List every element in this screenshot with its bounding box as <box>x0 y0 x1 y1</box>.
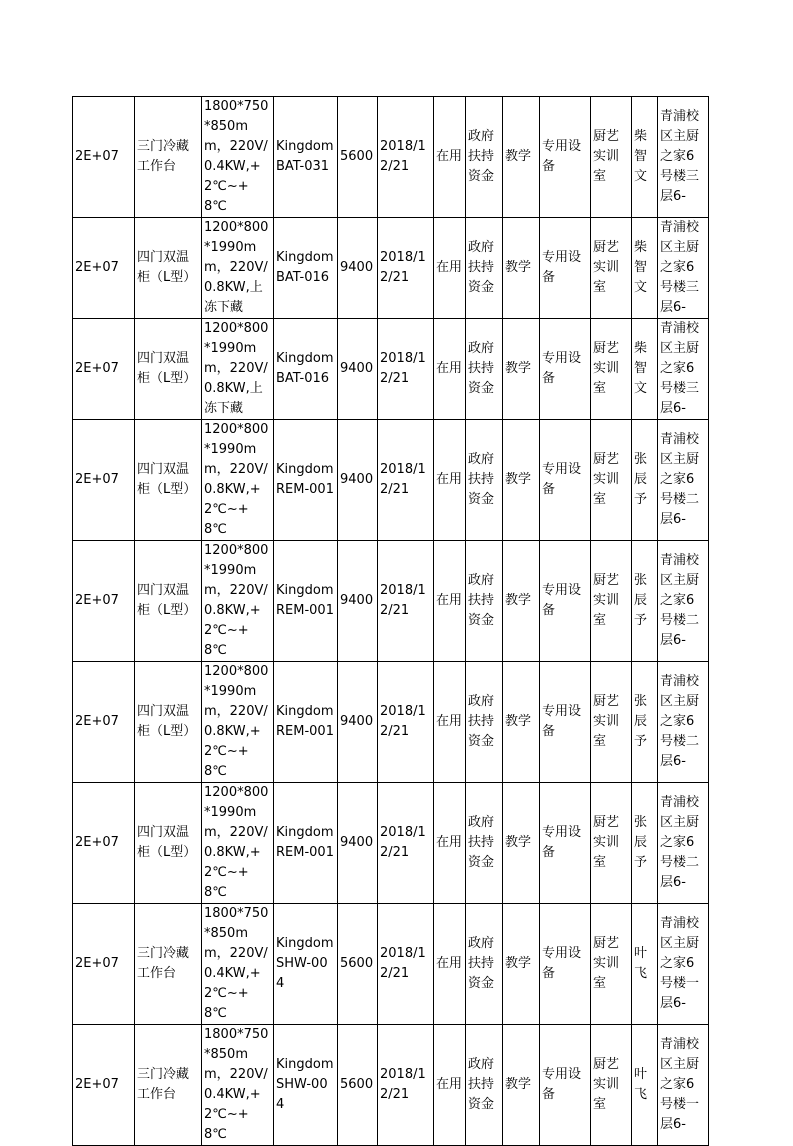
usage-text: 教学 <box>505 956 532 971</box>
department-cell <box>591 783 632 904</box>
asset-name-cell <box>135 319 202 420</box>
date-text: 2018/12/21 <box>380 946 426 981</box>
price-cell <box>338 1025 378 1146</box>
table-row <box>73 420 709 541</box>
usage-text: 教学 <box>505 1077 532 1092</box>
price-cell <box>338 904 378 1025</box>
date-text: 2018/12/21 <box>380 351 426 386</box>
fund-source-cell <box>466 783 503 904</box>
location-text: 青浦校区主厨之家6号楼三层6- <box>660 220 700 315</box>
date-cell <box>378 662 434 783</box>
asset-name-cell <box>135 1025 202 1146</box>
category-cell <box>540 662 591 783</box>
price-text: 9400 <box>340 593 374 608</box>
usage-cell <box>503 218 540 319</box>
location-cell <box>658 319 709 420</box>
location-cell <box>658 662 709 783</box>
location-text: 青浦校区主厨之家6号楼二层6- <box>660 553 700 648</box>
price-text: 5600 <box>340 956 374 971</box>
asset-name-text: 三门冷藏工作台 <box>137 1067 190 1102</box>
fund-source-text: 政府扶持资金 <box>468 694 495 749</box>
price-cell <box>338 97 378 218</box>
model-text: Kingdom REM-001 <box>276 825 334 860</box>
status-cell <box>434 904 466 1025</box>
status-text: 在用 <box>436 835 463 850</box>
date-cell <box>378 541 434 662</box>
spec-cell <box>202 904 274 1025</box>
spec-text: 1200*800*1990mm，220V/0.8KW,+2℃~+8℃ <box>204 664 269 779</box>
price-cell <box>338 662 378 783</box>
custodian-text: 叶飞 <box>634 946 648 981</box>
model-cell <box>274 1025 338 1146</box>
custodian-text: 叶飞 <box>634 1067 648 1102</box>
status-text: 在用 <box>436 714 463 729</box>
category-cell <box>540 541 591 662</box>
model-cell <box>274 319 338 420</box>
fund-source-text: 政府扶持资金 <box>468 1057 495 1112</box>
price-text: 9400 <box>340 835 374 850</box>
fund-source-cell <box>466 1025 503 1146</box>
table-row <box>73 662 709 783</box>
asset-name-text: 四门双温柜（L型） <box>137 825 197 860</box>
serial-number-text: 2E+07 <box>75 260 119 275</box>
location-text: 青浦校区主厨之家6号楼一层6- <box>660 1037 700 1132</box>
status-cell <box>434 420 466 541</box>
fund-source-cell <box>466 218 503 319</box>
location-cell <box>658 218 709 319</box>
fund-source-text: 政府扶持资金 <box>468 452 495 507</box>
spec-text: 1200*800*1990mm，220V/0.8KW,+2℃~+8℃ <box>204 422 269 537</box>
status-cell <box>434 541 466 662</box>
date-cell <box>378 1025 434 1146</box>
fund-source-cell <box>466 662 503 783</box>
location-text: 青浦校区主厨之家6号楼二层6- <box>660 795 700 890</box>
serial-number-cell <box>73 319 135 420</box>
spec-text: 1200*800*1990mm，220V/0.8KW,上冻下藏 <box>204 220 269 315</box>
price-text: 9400 <box>340 472 374 487</box>
category-cell <box>540 783 591 904</box>
department-text: 厨艺实训室 <box>593 1057 620 1112</box>
price-cell <box>338 783 378 904</box>
category-text: 专用设备 <box>542 946 582 981</box>
spec-text: 1200*800*1990mm，220V/0.8KW,上冻下藏 <box>204 321 269 416</box>
asset-name-text: 四门双温柜（L型） <box>137 250 197 285</box>
department-cell <box>591 662 632 783</box>
serial-number-text: 2E+07 <box>75 361 119 376</box>
department-text: 厨艺实训室 <box>593 694 620 749</box>
category-text: 专用设备 <box>542 825 582 860</box>
spec-cell <box>202 783 274 904</box>
usage-cell <box>503 420 540 541</box>
custodian-cell <box>632 97 658 218</box>
custodian-cell <box>632 218 658 319</box>
department-text: 厨艺实训室 <box>593 815 620 870</box>
serial-number-cell <box>73 97 135 218</box>
price-text: 9400 <box>340 714 374 729</box>
spec-text: 1800*750*850mm，220V/0.4KW,+2℃~+8℃ <box>204 906 269 1021</box>
department-cell <box>591 541 632 662</box>
price-cell <box>338 541 378 662</box>
asset-table <box>72 96 709 1146</box>
date-cell <box>378 319 434 420</box>
asset-name-cell <box>135 662 202 783</box>
model-cell <box>274 783 338 904</box>
serial-number-cell <box>73 218 135 319</box>
custodian-cell <box>632 541 658 662</box>
status-cell <box>434 1025 466 1146</box>
asset-name-text: 四门双温柜（L型） <box>137 583 197 618</box>
date-cell <box>378 97 434 218</box>
asset-name-cell <box>135 541 202 662</box>
date-text: 2018/12/21 <box>380 704 426 739</box>
location-cell <box>658 783 709 904</box>
location-cell <box>658 97 709 218</box>
fund-source-text: 政府扶持资金 <box>468 573 495 628</box>
date-text: 2018/12/21 <box>380 1067 426 1102</box>
usage-text: 教学 <box>505 472 532 487</box>
date-text: 2018/12/21 <box>380 583 426 618</box>
spec-cell <box>202 541 274 662</box>
model-cell <box>274 662 338 783</box>
status-cell <box>434 662 466 783</box>
asset-name-text: 三门冷藏工作台 <box>137 139 190 174</box>
price-text: 5600 <box>340 1077 374 1092</box>
model-cell <box>274 420 338 541</box>
model-text: Kingdom REM-001 <box>276 704 334 739</box>
model-cell <box>274 218 338 319</box>
status-text: 在用 <box>436 260 463 275</box>
usage-cell <box>503 1025 540 1146</box>
location-cell <box>658 420 709 541</box>
department-cell <box>591 319 632 420</box>
serial-number-cell <box>73 904 135 1025</box>
custodian-text: 柴智文 <box>634 129 648 184</box>
category-text: 专用设备 <box>542 462 582 497</box>
custodian-cell <box>632 319 658 420</box>
status-cell <box>434 319 466 420</box>
fund-source-text: 政府扶持资金 <box>468 341 495 396</box>
category-cell <box>540 420 591 541</box>
status-text: 在用 <box>436 149 463 164</box>
category-text: 专用设备 <box>542 351 582 386</box>
status-text: 在用 <box>436 593 463 608</box>
category-text: 专用设备 <box>542 250 582 285</box>
location-text: 青浦校区主厨之家6号楼二层6- <box>660 674 700 769</box>
custodian-cell <box>632 662 658 783</box>
custodian-text: 张辰予 <box>634 815 648 870</box>
custodian-text: 柴智文 <box>634 240 648 295</box>
price-text: 5600 <box>340 149 374 164</box>
serial-number-cell <box>73 662 135 783</box>
spec-cell <box>202 662 274 783</box>
asset-name-cell <box>135 420 202 541</box>
fund-source-text: 政府扶持资金 <box>468 936 495 991</box>
spec-text: 1200*800*1990mm，220V/0.8KW,+2℃~+8℃ <box>204 785 269 900</box>
spec-cell <box>202 420 274 541</box>
serial-number-text: 2E+07 <box>75 956 119 971</box>
date-cell <box>378 420 434 541</box>
department-text: 厨艺实训室 <box>593 573 620 628</box>
category-cell <box>540 218 591 319</box>
fund-source-text: 政府扶持资金 <box>468 129 495 184</box>
department-cell <box>591 1025 632 1146</box>
model-cell <box>274 904 338 1025</box>
model-text: Kingdom REM-001 <box>276 583 334 618</box>
usage-text: 教学 <box>505 593 532 608</box>
fund-source-cell <box>466 319 503 420</box>
model-cell <box>274 97 338 218</box>
department-cell <box>591 97 632 218</box>
spec-cell <box>202 97 274 218</box>
serial-number-text: 2E+07 <box>75 1077 119 1092</box>
date-cell <box>378 904 434 1025</box>
department-text: 厨艺实训室 <box>593 341 620 396</box>
category-cell <box>540 904 591 1025</box>
location-text: 青浦校区主厨之家6号楼三层6- <box>660 109 700 204</box>
spec-cell <box>202 319 274 420</box>
date-text: 2018/12/21 <box>380 139 426 174</box>
serial-number-cell <box>73 420 135 541</box>
serial-number-cell <box>73 783 135 904</box>
usage-cell <box>503 319 540 420</box>
location-cell <box>658 541 709 662</box>
department-cell <box>591 904 632 1025</box>
asset-name-text: 四门双温柜（L型） <box>137 351 197 386</box>
date-cell <box>378 783 434 904</box>
location-text: 青浦校区主厨之家6号楼三层6- <box>660 321 700 416</box>
date-cell <box>378 218 434 319</box>
table-row <box>73 97 709 218</box>
asset-name-cell <box>135 783 202 904</box>
date-text: 2018/12/21 <box>380 250 426 285</box>
fund-source-cell <box>466 541 503 662</box>
serial-number-cell <box>73 1025 135 1146</box>
table-row <box>73 541 709 662</box>
spec-text: 1200*800*1990mm，220V/0.8KW,+2℃~+8℃ <box>204 543 269 658</box>
status-text: 在用 <box>436 1077 463 1092</box>
asset-name-text: 四门双温柜（L型） <box>137 704 197 739</box>
table-row <box>73 319 709 420</box>
model-text: Kingdom BAT-016 <box>276 250 334 285</box>
department-text: 厨艺实训室 <box>593 240 620 295</box>
category-cell <box>540 319 591 420</box>
department-cell <box>591 420 632 541</box>
status-text: 在用 <box>436 361 463 376</box>
custodian-text: 张辰予 <box>634 573 648 628</box>
price-text: 9400 <box>340 361 374 376</box>
model-text: Kingdom SHW-004 <box>276 936 334 991</box>
department-cell <box>591 218 632 319</box>
usage-text: 教学 <box>505 149 532 164</box>
fund-source-text: 政府扶持资金 <box>468 240 495 295</box>
status-cell <box>434 218 466 319</box>
status-cell <box>434 783 466 904</box>
fund-source-cell <box>466 97 503 218</box>
usage-cell <box>503 904 540 1025</box>
asset-name-text: 四门双温柜（L型） <box>137 462 197 497</box>
usage-text: 教学 <box>505 260 532 275</box>
fund-source-cell <box>466 904 503 1025</box>
asset-name-text: 三门冷藏工作台 <box>137 946 190 981</box>
usage-text: 教学 <box>505 714 532 729</box>
date-text: 2018/12/21 <box>380 825 426 860</box>
table-row <box>73 904 709 1025</box>
model-text: Kingdom SHW-004 <box>276 1057 334 1112</box>
serial-number-text: 2E+07 <box>75 714 119 729</box>
custodian-cell <box>632 1025 658 1146</box>
model-text: Kingdom BAT-031 <box>276 139 334 174</box>
category-text: 专用设备 <box>542 583 582 618</box>
table-body <box>73 97 709 1146</box>
custodian-text: 张辰予 <box>634 452 648 507</box>
usage-cell <box>503 541 540 662</box>
usage-cell <box>503 783 540 904</box>
category-cell <box>540 1025 591 1146</box>
category-text: 专用设备 <box>542 704 582 739</box>
custodian-text: 柴智文 <box>634 341 648 396</box>
usage-cell <box>503 662 540 783</box>
status-text: 在用 <box>436 956 463 971</box>
location-text: 青浦校区主厨之家6号楼二层6- <box>660 432 700 527</box>
date-text: 2018/12/21 <box>380 462 426 497</box>
custodian-text: 张辰予 <box>634 694 648 749</box>
location-text: 青浦校区主厨之家6号楼一层6- <box>660 916 700 1011</box>
table-row <box>73 783 709 904</box>
spec-text: 1800*750*850mm，220V/0.4KW,+2℃~+8℃ <box>204 99 269 214</box>
usage-text: 教学 <box>505 361 532 376</box>
fund-source-text: 政府扶持资金 <box>468 815 495 870</box>
status-cell <box>434 97 466 218</box>
status-text: 在用 <box>436 472 463 487</box>
model-text: Kingdom REM-001 <box>276 462 334 497</box>
price-cell <box>338 420 378 541</box>
custodian-cell <box>632 904 658 1025</box>
usage-cell <box>503 97 540 218</box>
location-cell <box>658 904 709 1025</box>
model-cell <box>274 541 338 662</box>
department-text: 厨艺实训室 <box>593 452 620 507</box>
spec-cell <box>202 1025 274 1146</box>
price-text: 9400 <box>340 260 374 275</box>
table-row <box>73 218 709 319</box>
category-text: 专用设备 <box>542 1067 582 1102</box>
model-text: Kingdom BAT-016 <box>276 351 334 386</box>
serial-number-text: 2E+07 <box>75 149 119 164</box>
serial-number-text: 2E+07 <box>75 835 119 850</box>
fund-source-cell <box>466 420 503 541</box>
table-row <box>73 1025 709 1146</box>
serial-number-cell <box>73 541 135 662</box>
price-cell <box>338 218 378 319</box>
category-cell <box>540 97 591 218</box>
category-text: 专用设备 <box>542 139 582 174</box>
custodian-cell <box>632 420 658 541</box>
usage-text: 教学 <box>505 835 532 850</box>
serial-number-text: 2E+07 <box>75 472 119 487</box>
asset-name-cell <box>135 904 202 1025</box>
department-text: 厨艺实训室 <box>593 936 620 991</box>
serial-number-text: 2E+07 <box>75 593 119 608</box>
custodian-cell <box>632 783 658 904</box>
asset-name-cell <box>135 218 202 319</box>
asset-name-cell <box>135 97 202 218</box>
location-cell <box>658 1025 709 1146</box>
price-cell <box>338 319 378 420</box>
department-text: 厨艺实训室 <box>593 129 620 184</box>
spec-cell <box>202 218 274 319</box>
spec-text: 1800*750*850mm，220V/0.4KW,+2℃~+8℃ <box>204 1027 269 1142</box>
